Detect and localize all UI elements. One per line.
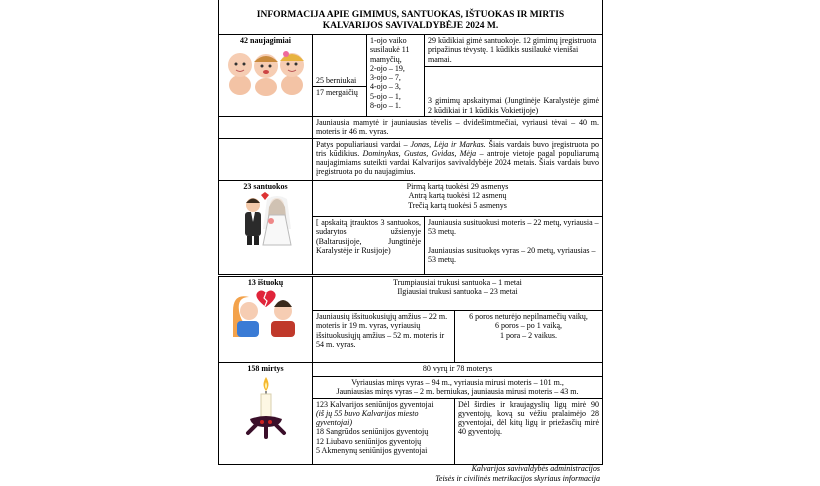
births-boys: 25 berniukai [313, 35, 367, 87]
divorces-children-cell: 6 poros neturėjo nepilnamečių vaikų, 6 poros – po 1 vaiką, 1 pora – 2 vaikus. [455, 311, 603, 363]
births-table [218, 34, 603, 181]
marriages-times-cell: Pirmą kartą tuokėsi 29 asmenys Antrą kartą tuokėsi 12 asmenų Trečią kartą tuokėsi 5 asmenys [313, 181, 603, 217]
births-girls: 17 mergaičių [313, 87, 367, 117]
marriages-abroad: [ apskaitą įtrauktos 3 santuokos, sudarytos užsienyje (Baltarusijoje, Jungtinėje Karalystėje ir Rusijoje) [313, 217, 425, 275]
marriages-cell [219, 181, 313, 275]
births-marital: 29 kūdikiai gimė santuokoje. 12 gimimų įregistruota pripažinus tėvystę. 1 kūdikis susilaukė vienišai mamai. [425, 35, 603, 67]
marriages-label: 23 santuokos [243, 182, 288, 191]
deaths-causes: Dėl širdies ir kraujagyslių ligų mirė 90 gyventojų, kovą su vėžiu pralaimėjo 28 gyventojai, dėl kitų ligų ir priežasčių mirė 40 gyventojų. [455, 398, 603, 464]
divorces-label: 13 ištuokų [247, 278, 284, 287]
births-youngest-parents: Jauniausia mamytė ir jauniausias tėvelis – dvidešimtmečiai, vyriausi tėvai – 40 m. moteris ir 46 m. vyras. [313, 117, 603, 139]
deaths-districts-cell: 123 Kalvarijos seniūnijos gyventojai (iš jų 55 buvo Kalvarijos miesto gyventojai) 18 Sangrūdos seniūnijos gyventojų 12 Liubavo seniūnijos gyventojų 5 Akmenynų seniūnijos gyventojai [313, 398, 455, 464]
document-page [218, 0, 602, 486]
births-cell [219, 35, 313, 117]
deaths-table [218, 362, 603, 465]
births-popular-names: Patys populiariausi vardai – Jonas, Lėja ir Markas. Šiais vardais buvo įregistruota po tris kūdikius. Dominykas, Gustas, Gvidas, Mėja – antroje vietoje pagal populiarumą naujagimiams suteikti vardai Kalvarijos savivaldybėje 2024 metais. Šiais vardais buvo įregistruota po du naujagimius. [313, 138, 603, 180]
divorces-ages: Jauniausių išsituokusiųjų amžius – 22 m. moteris ir 19 m. vyras, vyriausių išsituokusiųjų amžius – 52 m. moteris ir 54 m. vyras. [313, 311, 455, 363]
frame-top [218, 0, 603, 10]
births-label: 42 naujagimiai [240, 36, 291, 45]
wedding-couple-icon [231, 191, 301, 247]
deaths-label: 158 mirtys [247, 364, 284, 373]
broken-heart-couple-icon [231, 287, 301, 337]
deaths-ages-cell: Vyriausias miręs vyras – 94 m., vyriausia mirusi moteris – 101 m., Jauniausias miręs vyras – 2 m. berniukas, jauniausia mirusi moteris – 43 m. [313, 377, 603, 399]
marriages-ages-cell: Jauniausia susituokusi moteris – 22 metų, vyriausia – 53 metų. Jauniausias susituokęs vyras – 20 metų, vyriausias – 53 metų. [425, 217, 603, 275]
marriages-table [218, 180, 603, 275]
births-abroad: 3 gimimų apskaitymai (Jungtinėje Karalystėje gimė 2 kūdikiai ir 1 kūdikis Vokietijoje) [425, 67, 603, 117]
deaths-gender: 80 vyrų ir 78 moterys [313, 363, 603, 377]
babies-icon [224, 45, 308, 97]
births-order-cell: 1-ojo vaiko susilaukė 11 mamyčių, 2-ojo – 19, 3-ojo – 7, 4-ojo – 3, 5-ojo – 1, 8-ojo – 1. [367, 35, 425, 117]
divorces-duration-cell: Trumpiausiai trukusi santuoka – 1 metai Ilgiausiai trukusi santuoka – 23 metai [313, 277, 603, 311]
footer: Kalvarijos savivaldybės administracijos Teisės ir civilinės metrikacijos skyriaus informacija [435, 464, 600, 483]
deaths-cell [219, 363, 313, 465]
divorces-table [218, 276, 603, 363]
memorial-candle-icon [238, 373, 294, 443]
divorces-cell [219, 277, 313, 363]
page-title: INFORMACIJA APIE GIMIMUS, SANTUOKAS, IŠTUOKAS IR MIRTIS KALVARIJOS SAVIVALDYBĖJE 2024 M. [218, 10, 603, 35]
